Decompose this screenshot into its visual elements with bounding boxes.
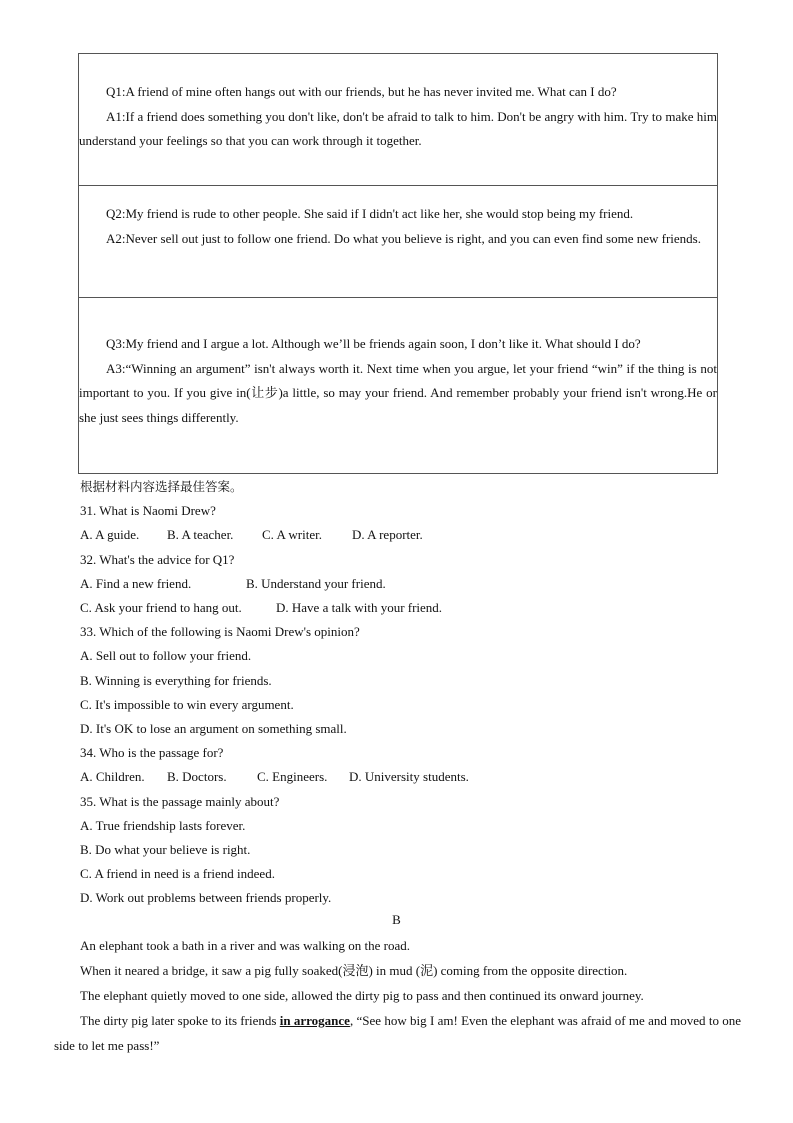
option: A. Children. [80,769,145,785]
instruction: 根据材料内容选择最佳答案。 [80,479,243,494]
answer-2: A2:Never sell out just to follow one friend. Do what you believe is right, and you can even find some new friends. [106,230,701,246]
option: B. Winning is everything for friends. [80,672,272,688]
answer-1: A1:If a friend does something you don't like, don't be afraid to talk to him. Don't be angry with him. Try to make him understand your feelings so that you can work through it together. [79,108,717,148]
option: B. A teacher. [167,527,234,543]
qa-row-3 [79,297,717,473]
paragraph-1: An elephant took a bath in a river and was walking on the road. [80,938,410,953]
option: D. A reporter. [352,527,423,543]
option: A. True friendship lasts forever. [80,817,246,833]
option: D. It's OK to lose an argument on something small. [80,721,347,737]
paragraph-4 [54,1008,741,1058]
section-b-passage [54,933,741,1058]
option: A. Sell out to follow your friend. [80,648,252,664]
option: B. Doctors. [167,769,227,785]
question-32-stem: 32. What's the advice for Q1? [80,551,235,567]
qa-table [78,53,718,474]
option: C. It's impossible to win every argument. [80,696,294,712]
answer-3: A3:“Winning an argument” isn't always worth it. Next time when you argue, let your friend “win” if the thing is not important to you. If you give in(让步)a little, so may your friend. And remember probably your friend isn't wrong.He or she just sees things differently. [79,360,717,425]
option: D. Have a talk with your friend. [276,600,443,616]
question-2: Q2:My friend is rude to other people. She said if I didn't act like her, she would stop being my friend. [106,206,634,221]
option: A. A guide. [80,527,140,543]
question-1: Q1:A friend of mine often hangs out with our friends, but he has never invited me. What can I do? [106,84,617,99]
question-32-options-row2 [80,596,730,620]
question-32-options-row1 [80,572,730,596]
qa-row-1 [79,54,717,186]
qa-row-2 [79,185,717,298]
question-33-stem: 33. Which of the following is Naomi Drew's opinion? [80,624,360,640]
question-3: Q3:My friend and I argue a lot. Although we’ll be friends again soon, I don’t like it. What should I do? [106,336,641,351]
question-31-options [80,523,730,547]
option: B. Understand your friend. [246,575,386,591]
paragraph-4-end: , “See how big I am! Even the elephant was afraid of me and moved to one side to let me pass!” [54,1013,742,1053]
question-34-stem: 34. Who is the passage for? [80,745,224,761]
paragraph-4-start: The dirty pig later spoke to its friends [80,1013,280,1028]
option: C. Ask your friend to hang out. [80,600,242,616]
questions-section [80,475,730,911]
option: B. Do what your believe is right. [80,842,251,858]
option: D. University students. [349,769,469,785]
question-34-options [80,765,730,789]
question-35-stem: 35. What is the passage mainly about? [80,793,280,809]
option: C. A writer. [262,527,322,543]
option: C. Engineers. [257,769,328,785]
paragraph-3: The elephant quietly moved to one side, allowed the dirty pig to pass and then continued its onward journey. [80,988,644,1003]
question-31-stem: 31. What is Naomi Drew? [80,503,216,519]
option: D. Work out problems between friends properly. [80,890,332,906]
highlighted-phrase: in arrogance [279,1013,350,1028]
section-b-title: B [392,912,401,927]
paragraph-2: When it neared a bridge, it saw a pig fully soaked(浸泡) in mud (泥) coming from the opposite direction. [80,963,628,978]
option: A. Find a new friend. [80,575,192,591]
option: C. A friend in need is a friend indeed. [80,866,275,882]
